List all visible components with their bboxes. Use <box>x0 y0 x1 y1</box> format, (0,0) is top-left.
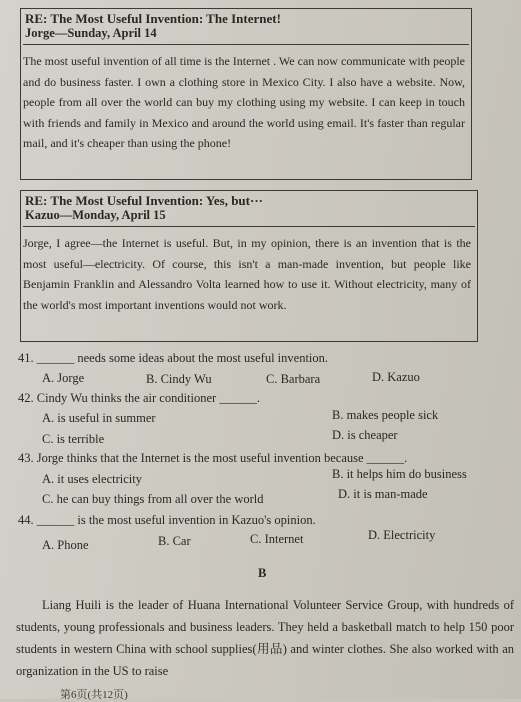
question-42: 42. Cindy Wu thinks the air conditioner ______. <box>18 391 260 405</box>
post-author-date: Jorge—Sunday, April 14 <box>25 26 157 40</box>
option-41-a: A. Jorge <box>42 371 85 385</box>
post-title: RE: The Most Useful Invention: The Internet! <box>25 11 281 26</box>
post-author-date: Kazuo—Monday, April 15 <box>25 208 166 222</box>
option-42-a: A. is useful in summer <box>42 411 156 425</box>
option-41-c: C. Barbara <box>266 372 321 386</box>
option-41-d: D. Kazuo <box>372 370 420 384</box>
option-42-d: D. is cheaper <box>332 428 398 442</box>
post-body: Jorge, I agree—the Internet is useful. But, in my opinion, there is an invention that is the most useful—electricity. Of course, this isn't a man-made invention, but people like Benjamin Franklin and Alessandro Volta learned how to use it. Without electricity, many of the world's most important inventions would not work. <box>23 236 471 312</box>
question-41: 41. ______ needs some ideas about the most useful invention. <box>18 351 329 365</box>
option-43-d: D. it is man-made <box>338 487 428 501</box>
option-42-b: B. makes people sick <box>332 408 439 422</box>
section-b-heading: B <box>258 566 267 580</box>
option-44-c: C. Internet <box>250 532 304 546</box>
option-42-c: C. is terrible <box>42 432 105 446</box>
option-43-c: C. he can buy things from all over the world <box>42 492 264 506</box>
section-b-passage: Liang Huili is the leader of Huana International Volunteer Service Group, with hundreds of students, young professionals and business leaders. They held a basketball match to help 150 poor students in western China with school supplies(用品) and winter clothes. She also worked with an organization in the US to raise <box>16 598 514 678</box>
option-43-b: B. it helps him do business <box>332 467 467 481</box>
option-43-a: A. it uses electricity <box>42 472 142 486</box>
post-title: RE: The Most Useful Invention: Yes, but··· <box>25 193 263 208</box>
forum-post-kazuo <box>20 190 478 342</box>
option-44-d: D. Electricity <box>368 528 436 542</box>
option-44-b: B. Car <box>158 534 191 548</box>
page-footer: 第6页(共12页) <box>60 689 128 701</box>
post-header <box>23 191 475 227</box>
post-body: The most useful invention of all time is the Internet . We can now communicate with people and do business faster. I own a clothing store in Mexico City. I also have a website. Now, people from all over the world can buy my clothing using my website. I can keep in touch with friends and family in Mexico and around the world using email. It's faster than regular mail, and it's cheaper than using the phone! <box>23 54 465 150</box>
option-44-a: A. Phone <box>42 538 89 552</box>
question-43: 43. Jorge thinks that the Internet is the most useful invention because ______. <box>18 451 408 465</box>
post-header <box>23 9 469 45</box>
option-41-b: B. Cindy Wu <box>146 372 212 386</box>
forum-post-jorge <box>20 8 472 180</box>
question-44: 44. ______ is the most useful invention in Kazuo's opinion. <box>18 513 316 527</box>
